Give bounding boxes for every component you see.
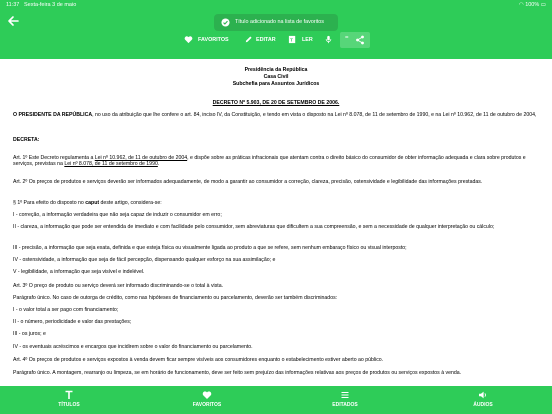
article-3: Art. 3º O preço de produto ou serviço deverá ser informado discriminando-se o total à vista. xyxy=(13,283,224,289)
inciso-2: II - clareza, a informação que pode ser entendida de imediato e com facilidade pelo consumidor, sem abreviaturas que dificultem a sua compreensão, e sem a necessidade de qualquer interpretação ou cálculo; xyxy=(13,224,495,230)
volume-icon xyxy=(478,390,488,400)
battery-icon: ▭ xyxy=(540,2,546,8)
preamble-paragraph xyxy=(13,112,539,118)
art1-text-a: Art. 1º Este Decreto regulamenta a xyxy=(13,155,95,161)
item-2: II - o número, periodicidade e valor das prestações; xyxy=(13,319,132,325)
equals-icon: = xyxy=(345,35,349,41)
inciso-3: III - precisão, a informação que seja exata, definida e que esteja física ou visualmente ligada ao produto a que se refere, sem nenhum embaraço físico ou visual interposto; xyxy=(13,245,407,251)
art1-text-c: . xyxy=(157,161,160,168)
par1-text-b: deste artigo, considera-se: xyxy=(99,200,162,206)
item-1: I - o valor total a ser pago com financiamento; xyxy=(13,307,119,313)
heart-icon xyxy=(202,390,212,400)
tab-audios-label: ÁUDIOS xyxy=(473,402,493,408)
tab-audios[interactable] xyxy=(414,386,552,414)
heading-subchefia: Subchefia para Assuntos Jurídicos xyxy=(232,81,320,87)
bottom-tab-bar xyxy=(0,386,552,414)
text-to-speech-icon xyxy=(288,35,297,44)
title-t-icon xyxy=(64,390,74,400)
toast-text: Título adicionado na lista de favoritos xyxy=(235,19,324,25)
tab-edited[interactable] xyxy=(276,386,414,414)
inciso-5: V - legibilidade, a informação que seja visível e indelével. xyxy=(13,269,145,275)
microphone-icon xyxy=(324,35,333,44)
item-4: IV - os eventuais acréscimos e encargos que incidirem sobre o valor do financiamento ou parcelamento. xyxy=(13,344,253,350)
par1-caput: caput xyxy=(85,200,100,206)
battery-percent: 100% xyxy=(525,2,540,8)
preamble-bold: O PRESIDENTE DA REPÚBLICA xyxy=(13,112,93,118)
preamble-text: , no uso da atribuição que lhe confere o art. 84, inciso IV, da Constituição, e tendo em vista o disposto na Lei nº 8.078, de 11 de setembro de 1990, e na Lei nº 10.962, de 11 de outubro de 2004, xyxy=(92,112,537,118)
wifi-icon: ◠ xyxy=(518,2,524,8)
favorites-label: FAVORITOS xyxy=(198,37,229,43)
pencil-icon xyxy=(244,35,253,44)
decreta-label: DECRETA: xyxy=(13,137,40,143)
tab-edited-label: EDITADOS xyxy=(332,402,358,408)
back-arrow-icon[interactable] xyxy=(6,14,20,28)
read-button[interactable] xyxy=(288,31,318,49)
art1-text-b: , e dispõe sobre as práticas infracionais que atentam contra o direito básico do consumidor de obter informação adequada e clara sobre produtos e serviços, previstas na xyxy=(13,155,526,168)
edit-button[interactable] xyxy=(244,31,284,49)
law-link-8078[interactable]: Lei nº 8.078, de 11 de setembro de 1990 xyxy=(64,161,158,168)
inciso-1: I - correção, a informação verdadeira que não seja capaz de induzir o consumidor em erro; xyxy=(13,212,222,218)
read-label: LER xyxy=(302,37,313,43)
sole-paragraph-4: Parágrafo único. A montagem, rearranjo ou limpeza, se em horário de funcionamento, deve ser feito sem prejuízo das informações relativas aos preços de produtos ou serviços expostos à venda. xyxy=(13,370,462,376)
heading-presidency: Presidência da República xyxy=(244,67,308,73)
app-header xyxy=(0,0,552,59)
article-2: Art. 2º Os preços de produtos e serviços deverão ser informados adequadamente, de modo a garantir ao consumidor a correção, clareza, precisão, ostensividade e legibilidade das informações prestadas. xyxy=(13,179,483,185)
toast-notification xyxy=(214,14,338,31)
tab-favorites[interactable] xyxy=(138,386,276,414)
article-1 xyxy=(13,155,539,168)
svg-text:T: T xyxy=(290,37,293,43)
heart-icon xyxy=(184,35,193,44)
favorites-button[interactable] xyxy=(184,31,244,49)
status-battery xyxy=(519,0,546,10)
status-bar xyxy=(0,0,552,10)
share-button[interactable] xyxy=(340,32,370,48)
check-circle-icon xyxy=(221,18,230,27)
sole-paragraph-3: Parágrafo único. No caso de outorga de crédito, como nas hipóteses de financiamento ou parcelamento, deverão ser também discriminados: xyxy=(13,295,338,301)
par1-text-a: § 1º Para efeito do disposto no xyxy=(13,200,86,206)
decree-title: DECRETO Nº 5.903, DE 20 DE SETEMBRO DE 2006. xyxy=(212,100,340,106)
item-3: III - os juros; e xyxy=(13,331,46,337)
heading-casa-civil: Casa Civil xyxy=(263,74,289,80)
microphone-button[interactable] xyxy=(324,31,338,49)
tab-favorites-label: FAVORITOS xyxy=(192,402,222,408)
list-lines-icon xyxy=(340,390,350,400)
edit-label: EDITAR xyxy=(256,37,276,43)
law-link-10962[interactable]: Lei nº 10.962, de 11 de outubro de 2004 xyxy=(94,155,188,161)
article-4: Art. 4º Os preços de produtos e serviços expostos à venda devem ficar sempre visíveis aos consumidores enquanto o estabelecimento estiver aberto ao público. xyxy=(13,357,384,363)
inciso-4: IV - ostensividade, a informação que seja de fácil percepção, dispensando qualquer esforço na sua assimilação; e xyxy=(13,257,276,263)
document-body xyxy=(13,59,539,386)
tab-titles-label: TÍTULOS xyxy=(58,402,80,408)
paragraph-1 xyxy=(13,200,539,206)
status-date: Sexta-feira 3 de maio xyxy=(24,2,77,8)
tab-titles[interactable] xyxy=(0,386,138,414)
status-time: 11:37 xyxy=(6,2,20,8)
share-icon xyxy=(355,35,365,45)
